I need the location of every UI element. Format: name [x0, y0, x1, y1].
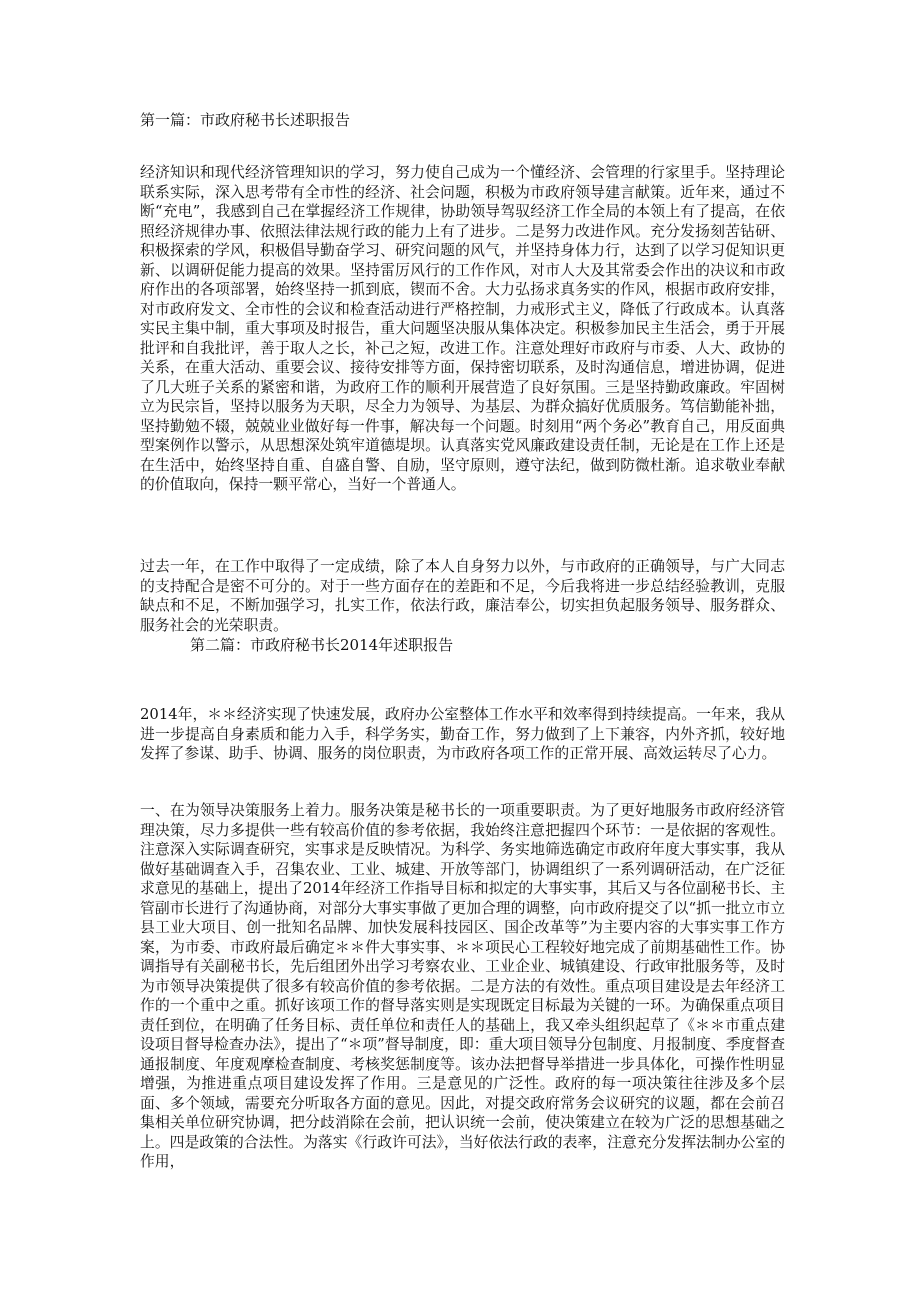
section-2-paragraph-1: 2014年，＊＊经济实现了快速发展，政府办公室整体工作水平和效率得到持续提高。一年来，我从进一步提高自身素质和能力入手，科学务实，勤奋工作，努力做到了上下兼容，内外齐抓，较好地发挥了参谋、助手、协调、服务的岗位职责，为市政府各项工作的正常开展、高效运转尽了心力。 [140, 706, 785, 762]
section-2-paragraph-2: 一、在为领导决策服务上着力。服务决策是秘书长的一项重要职责。为了更好地服务市政府经济管理决策，尽力多提供一些有较高价值的参考依据，我始终注意把握四个环节：一是依据的客观性。注意深入实际调查研究，实事求是反映情况。为科学、务实地筛选确定市政府年度大事实事，我从做好基础调查入手，召集农业、工业、城建、开放等部门，协调组织了一系列调研活动，在广泛征求意见的基础上，提出了2014年经济工作指导目标和拟定的大事实事，其后又与各位副秘书长、主管副市长进行了沟通协商，对部分大事实事做了更加合理的调整，向市政府提交了以“抓一批立市立县工业大项目、创一批知名品牌、加快发展科技园区、国企改革等”为主要内容的大事实事工作方案，为市委、市政府最后确定＊＊件大事实事、＊＊项民心工程较好地完成了前期基础性工作。协调指导有关副秘书长，先后组团外出学习考察农业、工业企业、城镇建设、行政审批服务等，及时为市领导决策提供了很多有较高价值的参考依据。二是方法的有效性。重点项目建设是去年经济工作的一个重中之重。抓好该项工作的督导落实则是实现既定目标最为关键的一环。为确保重点项目责任到位，在明确了任务目标、责任单位和责任人的基础上，我又牵头组织起草了《＊＊市重点建设项目督导检查办法》，提出了“＊项”督导制度，即：重大项目领导分包制度、月报制度、季度督查通报制度、年度观摩检查制度、考核奖惩制度等。该办法把督导举措进一步具体化，可操作性明显增强，为推进重点项目建设发挥了作用。三是意见的广泛性。政府的每一项决策往往涉及多个层面、多个领域，需要充分听取各方面的意见。因此，对提交政府常务会议研究的议题，都在会前召集相关单位研究协调，把分歧消除在会前，把认识统一会前，使决策建立在较为广泛的思想基础之上。四是政策的合法性。为落实《行政许可法》，当好依法行政的表率，注意充分发挥法制办公室的作用， [140, 802, 785, 1170]
section-1-title: 第一篇：市政府秘书长述职报告 [140, 111, 351, 129]
section-1-paragraph-2: 过去一年，在工作中取得了一定成绩，除了本人自身努力以外，与市政府的正确领导，与广大同志的支持配合是密不可分的。对于一些方面存在的差距和不足，今后我将进一步总结经验教训，克服缺点和不足，不断加强学习，扎实工作，依法行政，廉洁奉公，切实担负起服务领导、服务群众、服务社会的光荣职责。 [140, 558, 785, 634]
section-1-paragraph-1: 经济知识和现代经济管理知识的学习，努力使自己成为一个懂经济、会管理的行家里手。坚持理论联系实际，深入思考带有全市性的经济、社会问题，积极为市政府领导建言献策。近年来，通过不断“充电”，我感到自己在掌握经济工作规律，协助领导驾驭经济工作全局的本领上有了提高，在依照经济规律办事、依照法律法规行政的能力上有了进步。二是努力改进作风。充分发扬刻苦钻研、积极探索的学风，积极倡导勤奋学习、研究问题的风气，并坚持身体力行，达到了以学习促知识更新、以调研促能力提高的效果。坚持雷厉风行的工作作风，对市人大及其常委会作出的决议和市政府作出的各项部署，始终坚持一抓到底，锲而不舍。大力弘扬求真务实的作风，根据市政府安排，对市政府发文、全市性的会议和检查活动进行严格控制，力戒形式主义，降低了行政成本。认真落实民主集中制，重大事项及时报告，重大问题坚决服从集体决定。积极参加民主生活会，勇于开展批评和自我批评，善于取人之长，补己之短，改进工作。注意处理好市政府与市委、人大、政协的关系，在重大活动、重要会议、接待安排等方面，保持密切联系，及时沟通信息，增进协调，促进了几大班子关系的紧密和谐，为政府工作的顺利开展营造了良好氛围。三是坚持勤政廉政。牢固树立为民宗旨，坚持以服务为天职，尽全力为领导、为基层、为群众搞好优质服务。笃信勤能补拙，坚持勤勉不辍，兢兢业业做好每一件事，解决每一个问题。时刻用“两个务必”教育自己，用反面典型案例作以警示，从思想深处筑牢道德堤坝。认真落实党风廉政建设责任制，无论是在工作上还是在生活中，始终坚持自重、自盛自警、自励，坚守原则，遵守法纪，做到防微杜渐。追求敬业奉献的价值取向，保持一颗平常心，当好一个普通人。 [140, 164, 785, 493]
section-2-title: 第二篇：市政府秘书长2014年述职报告 [190, 636, 454, 654]
